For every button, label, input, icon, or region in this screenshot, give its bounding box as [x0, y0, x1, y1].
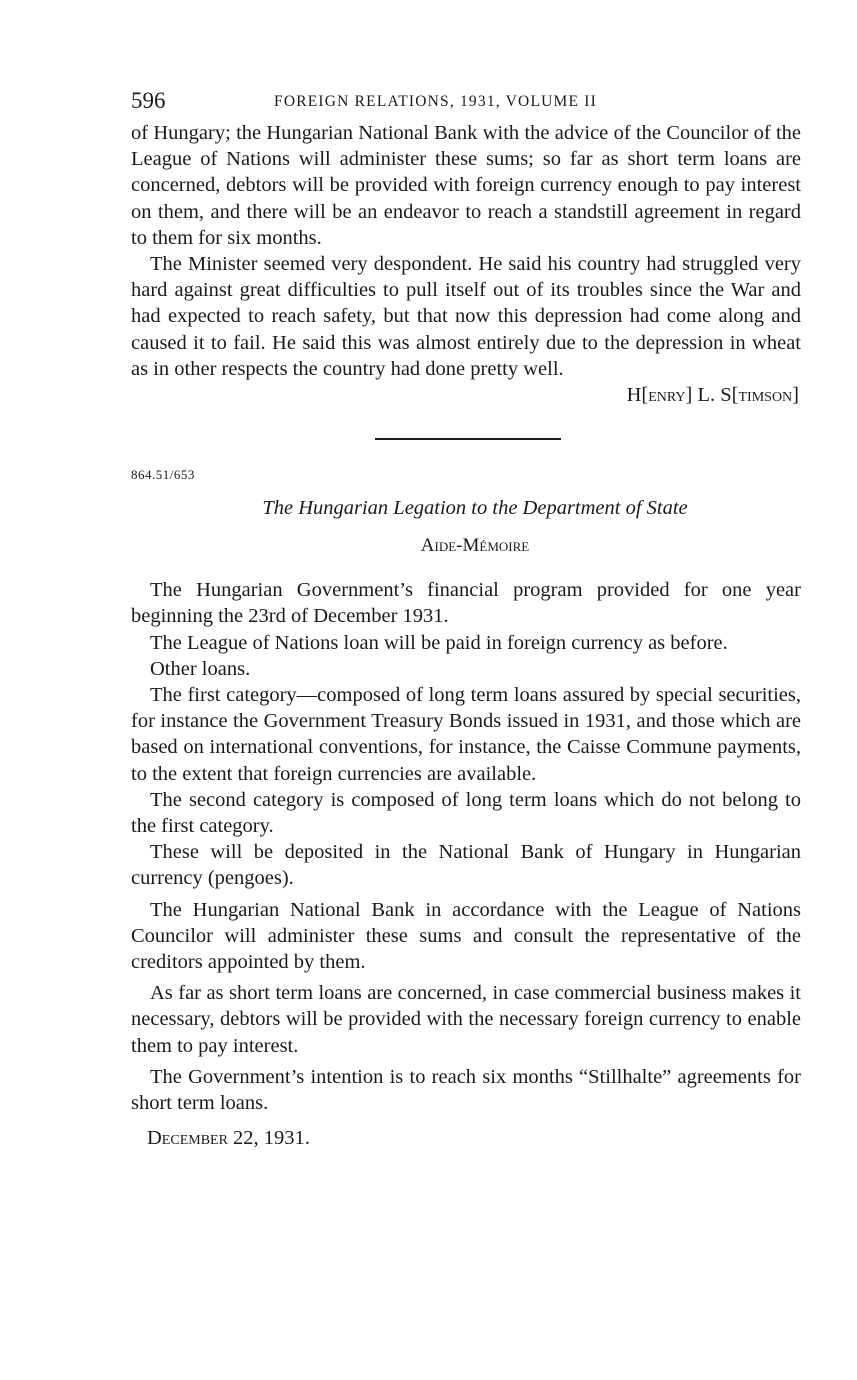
memo-paragraph-3: Other loans. [150, 657, 251, 680]
letter-paragraph-1: of Hungary; the Hungarian National Bank with the advice of the Councilor of the League of Nations will administer these sums; so far as short term loans are concerned, debtors will be provided with foreign currency enough to pay interest on them, and there will be an endeavor to reach a standstill agreement in regard to them for six months. [131, 122, 801, 249]
signature: H[enry] L. S[timson] [626, 384, 799, 407]
page-number: 596 [131, 88, 166, 113]
document-type: Aide-Mémoire [420, 535, 530, 557]
memo-paragraph-7: The Hungarian National Bank in accordance with the League of Nations Councilor will administer these sums and consult the representative of the creditors appointed by them. [131, 898, 801, 974]
document-title: The Hungarian Legation to the Department of State [262, 497, 688, 520]
document-date: December 22, 1931. [147, 1127, 310, 1150]
memo-body [131, 577, 801, 1116]
memo-paragraph-6: These will be deposited in the National Bank of Hungary in Hungarian currency (pengoes). [131, 841, 801, 890]
memo-paragraph-4: The first category—composed of long term loans assured by special securities, for instance the Government Treasury Bonds issued in 1931, and those which are based on international conventions, for instance, the Caisse Commune payments, to the extent that foreign currencies are available. [131, 684, 801, 785]
file-number: 864.51/653 [131, 467, 195, 483]
memo-paragraph-8: As far as short term loans are concerned, in case commercial business makes it necessary, debtors will be provided with the necessary foreign currency to enable them to pay interest. [131, 982, 801, 1057]
memo-paragraph-2: The League of Nations loan will be paid in foreign currency as before. [150, 631, 728, 654]
letter-paragraph-2: The Minister seemed very despondent. He said his country had struggled very hard against great difficulties to pull itself out of its troubles since the War and had expected to reach safety, but that now this depression had come along and caused it to fail. He said this was almost entirely due to the depression in wheat as in other respects the country had done pretty well. [131, 253, 801, 380]
memo-paragraph-9: The Government’s intention is to reach six months “Stillhalte” agreements for short term loans. [131, 1065, 801, 1115]
running-title: FOREIGN RELATIONS, 1931, VOLUME II [274, 93, 597, 110]
section-divider [375, 438, 561, 440]
memo-paragraph-5: The second category is composed of long term loans which do not belong to the first category. [131, 788, 801, 838]
document-page [131, 88, 801, 1151]
page-header [131, 88, 801, 118]
memo-paragraph-1: The Hungarian Government’s financial program provided for one year beginning the 23rd of December 1931. [131, 579, 801, 628]
